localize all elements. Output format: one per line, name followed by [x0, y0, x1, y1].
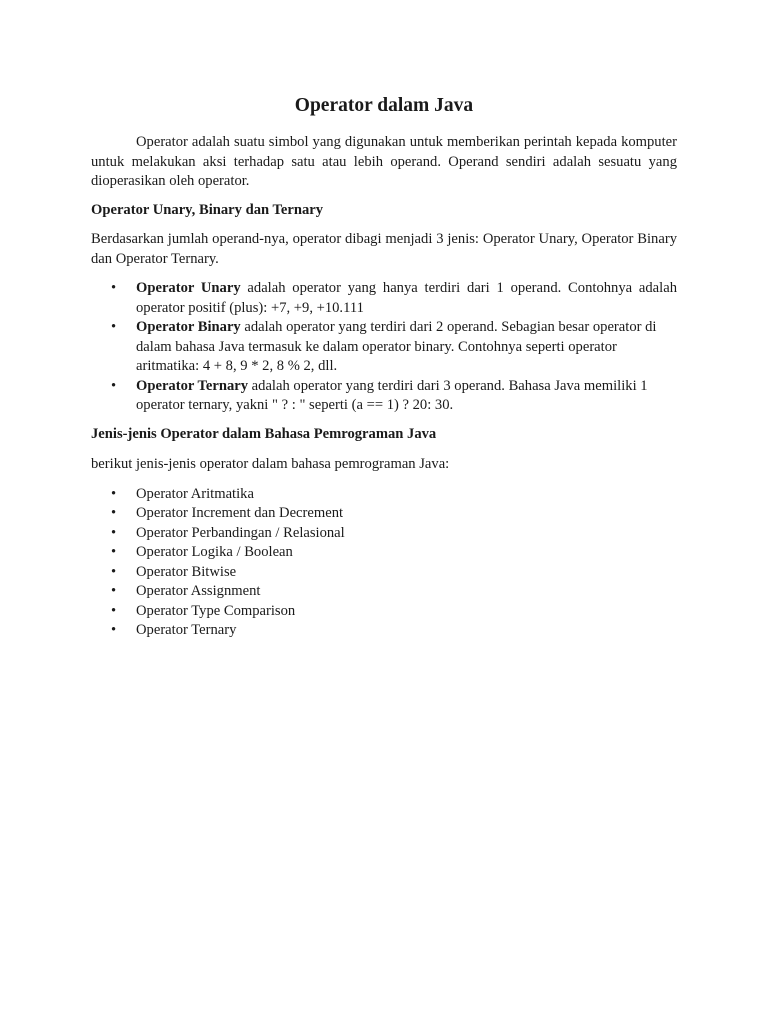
term-label: Operator Ternary: [136, 377, 249, 394]
list-item: [91, 563, 677, 583]
bullet-icon: •: [111, 602, 117, 619]
list-item-label: Operator Type Comparison: [136, 602, 296, 619]
list-item-label: Operator Bitwise: [136, 563, 237, 580]
term-label: Operator Binary: [136, 319, 241, 335]
document-page: [91, 92, 677, 641]
bullet-icon: •: [111, 544, 117, 560]
intro-paragraph: Operator adalah suatu simbol yang digunakan untuk memberikan perintah kepada komputer untuk melakukan aksi terhadap satu atau lebih operand. Operand sendiri adalah sesuatu yang dioperasikan oleh operator.: [91, 134, 677, 189]
list-item-label: Operator Perbandingan / Relasional: [136, 524, 345, 541]
list-item-label: Operator Logika / Boolean: [136, 544, 293, 560]
term-description: adalah operator yang terdiri dari 3 operand. Bahasa Java memiliki 1 operator ternary, yakni " ? : " seperti (a == 1) ? 20: 30.: [136, 377, 648, 413]
section-heading-unary-binary-ternary: Operator Unary, Binary dan Ternary: [91, 201, 324, 218]
list-item: [91, 582, 677, 602]
section1-paragraph: Berdasarkan jumlah operand-nya, operator dibagi menjadi 3 jenis: Operator Unary, Operator Binary dan Operator Ternary.: [91, 231, 677, 267]
bullet-icon: •: [111, 583, 117, 599]
list-item-label: Operator Ternary: [136, 622, 237, 638]
section-heading-operator-kinds: Jenis-jenis Operator dalam Bahasa Pemrograman Java: [91, 425, 437, 442]
list-item: [91, 524, 677, 544]
bullet-icon: •: [111, 524, 117, 541]
term-label: Operator Unary: [136, 280, 241, 296]
list-item: [91, 543, 677, 563]
term-description: adalah operator yang hanya terdiri dari 1 operand. Contohnya adalah operator positif (plus): +7, +9, +10.111: [136, 280, 677, 316]
list-item-label: Operator Increment dan Decrement: [136, 505, 344, 521]
list-item: [91, 621, 677, 641]
term-description: adalah operator yang terdiri dari 2 operand. Sebagian besar operator di dalam bahasa Java termasuk ke dalam operator binary. Contohnya seperti operator aritmatika: 4 + 8, 9 * 2, 8 % 2, dll.: [136, 319, 657, 374]
list-item: [91, 377, 677, 416]
list-item: [91, 318, 677, 377]
bullet-icon: •: [111, 563, 117, 580]
bullet-icon: •: [111, 622, 117, 638]
list-item: [91, 504, 677, 524]
operator-types-list: [91, 279, 677, 416]
bullet-icon: •: [111, 485, 117, 502]
section2-paragraph: berikut jenis-jenis operator dalam bahasa pemrograman Java:: [91, 456, 450, 472]
bullet-icon: •: [111, 319, 117, 335]
list-item: [91, 485, 677, 505]
bullet-icon: •: [111, 505, 117, 521]
list-item-label: Operator Aritmatika: [136, 485, 254, 502]
list-item: [91, 602, 677, 622]
bullet-icon: •: [111, 280, 117, 296]
list-item-label: Operator Assignment: [136, 583, 261, 599]
operator-kinds-list: [91, 485, 677, 641]
page-title: Operator dalam Java: [294, 95, 474, 116]
list-item: [91, 279, 677, 318]
bullet-icon: •: [111, 377, 117, 394]
